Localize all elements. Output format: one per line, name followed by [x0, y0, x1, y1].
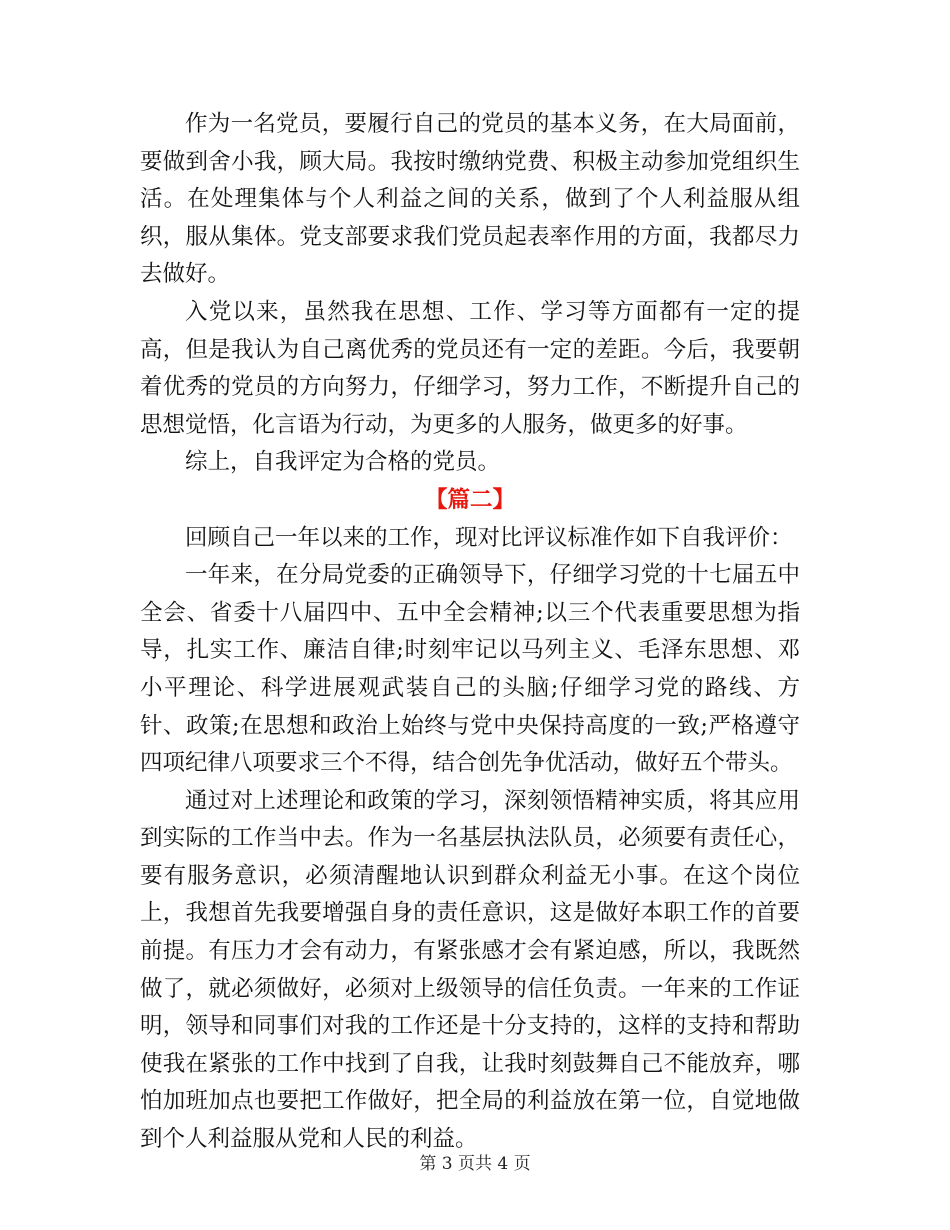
paragraph-3: 综上，自我评定为合格的党员。: [185, 449, 501, 476]
paragraph-6: 通过对上述理论和政策的学习，深刻领悟精神实质，将其应用到实际的工作当中去。作为一名基层执法队员，必须要有责任心，要有服务意识，必须清醒地认识到群众利益无小事。在这个岗位上，我想首先我要增强自身的责任意识，这是做好本职工作的首要前提。有压力才会有动力，有紧张感才会有紧迫感，所以，我既然做了，就必须做好，必须对上级领导的信任负责。一年来的工作证明，领导和同事们对我的工作还是十分支持的，这样的支持和帮助使我在紧张的工作中找到了自我，让我时刻鼓舞自己不能放弃，哪怕加班加点也要把工作做好，把全局的利益放在第一位，自觉地做到个人利益服从党和人民的利益。: [140, 787, 800, 1153]
paragraph-2: 入党以来，虽然我在思想、工作、学习等方面都有一定的提高，但是我认为自己离优秀的党员还有一定的差距。今后，我要朝着优秀的党员的方向努力，仔细学习，努力工作，不断提升自己的思想觉悟，化言语为行动，为更多的人服务，做更多的好事。: [140, 298, 800, 438]
paragraph-4: 回顾自己一年以来的工作，现对比评议标准作如下自我评价：: [185, 524, 793, 551]
document-body: [140, 106, 800, 1159]
section-title: 【篇二】: [424, 486, 515, 513]
paragraph-1: 作为一名党员，要履行自己的党员的基本义务，在大局面前，要做到舍小我，顾大局。我按时缴纳党费、积极主动参加党组织生活。在处理集体与个人利益之间的关系，做到了个人利益服从组织，服从集体。党支部要求我们党员起表率作用的方面，我都尽力去做好。: [140, 111, 800, 288]
paragraph-5: 一年来，在分局党委的正确领导下，仔细学习党的十七届五中全会、省委十八届四中、五中全会精神;以三个代表重要思想为指导，扎实工作、廉洁自律;时刻牢记以马列主义、毛泽东思想、邓小平理论、科学进展观武装自己的头脑;仔细学习党的路线、方针、政策;在思想和政治上始终与党中央保持高度的一致;严格遵守四项纪律八项要求三个不得，结合创先争优活动，做好五个带头。: [140, 562, 800, 777]
page-footer: 第 3 页共 4 页: [419, 1154, 531, 1174]
